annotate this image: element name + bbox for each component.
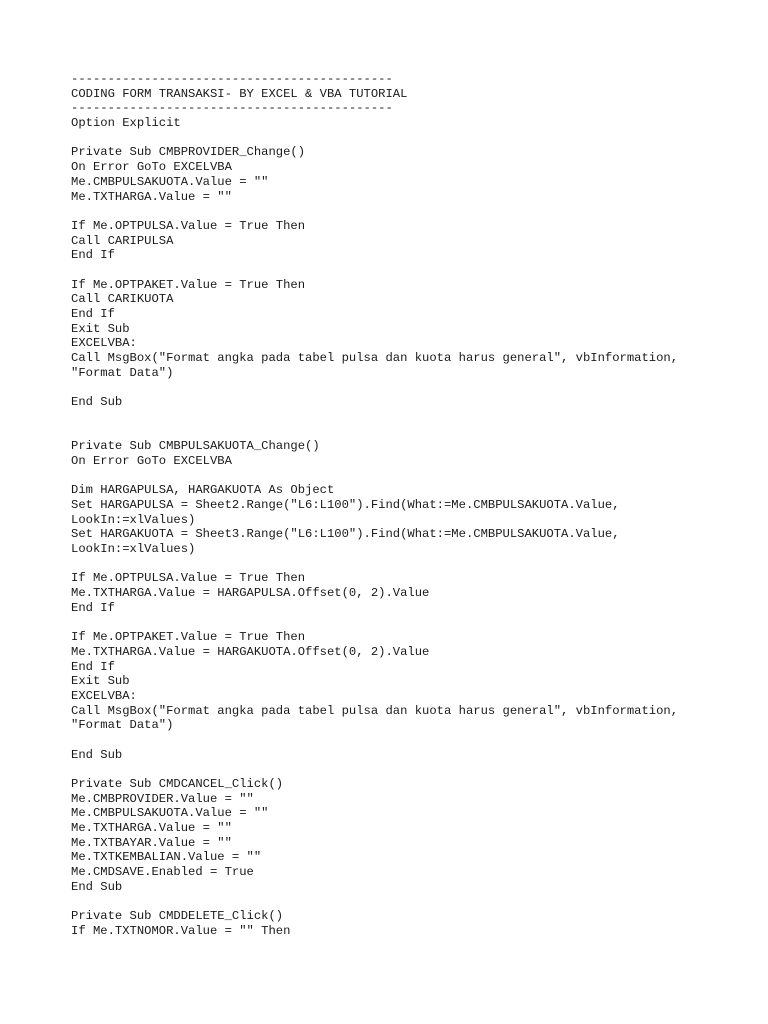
code-line: Private Sub CMBPULSAKUOTA_Change() [71,439,320,454]
code-line: Private Sub CMDDELETE_Click() [71,909,284,924]
code-line: Call CARIPULSA [71,233,174,248]
code-line [71,733,751,748]
code-line [71,410,751,425]
code-line: End Sub [71,395,123,410]
code-line [71,895,751,910]
code-line [71,615,751,630]
code-line: Set HARGAPULSA = Sheet2.Range("L6:L100").Find(What:=Me.CMBPULSAKUOTA.Value, [71,497,620,512]
code-line: Me.CMBPULSAKUOTA.Value = "" [71,806,269,821]
code-line: CODING FORM TRANSAKSI- BY EXCEL & VBA TUTORIAL [71,86,408,101]
code-line: -------------------------------------------- [71,72,393,86]
code-line: LookIn:=xlValues) [71,542,196,556]
code-line: EXCELVBA: [71,336,137,351]
code-line: Set HARGAKUOTA = Sheet3.Range("L6:L100").Find(What:=Me.CMBPULSAKUOTA.Value, [71,527,620,542]
code-line: Exit Sub [71,321,130,336]
code-line: -------------------------------------------- [71,101,393,116]
code-line: End Sub [71,879,123,894]
code-line: Call MsgBox("Format angka pada tabel pulsa dan kuota harus general", vbInformation, [71,351,679,366]
code-line: Private Sub CMBPROVIDER_Change() [71,145,306,160]
code-line: LookIn:=xlValues) [71,512,196,527]
code-line: Call MsgBox("Format angka pada tabel pulsa dan kuota harus general", vbInformation, [71,703,679,718]
code-line: EXCELVBA: [71,688,137,703]
code-line: Me.TXTHARGA.Value = "" [71,189,232,204]
code-line: If Me.TXTNOMOR.Value = "" Then [71,923,291,938]
code-line: If Me.OPTPULSA.Value = True Then [71,218,306,233]
code-line: Dim HARGAPULSA, HARGAKUOTA As Object [71,483,335,498]
code-line: Me.TXTBAYAR.Value = "" [71,835,232,850]
code-line [71,425,751,440]
code-line: Me.CMDSAVE.Enabled = True [71,865,254,880]
code-line [71,762,751,777]
code-line: End If [71,307,115,321]
code-line [71,557,751,572]
code-line: On Error GoTo EXCELVBA [71,160,232,175]
code-line: Me.TXTHARGA.Value = "" [71,821,232,836]
code-line [71,131,751,146]
code-line: Me.TXTHARGA.Value = HARGAPULSA.Offset(0, 2).Value [71,586,430,601]
code-line [71,469,751,484]
code-line: If Me.OPTPAKET.Value = True Then [71,630,306,645]
code-line: "Format Data") [71,365,174,380]
code-line: Me.CMBPROVIDER.Value = "" [71,791,254,806]
code-line: Me.TXTHARGA.Value = HARGAKUOTA.Offset(0, 2).Value [71,644,430,659]
code-line [71,263,751,278]
code-line: End If [71,659,115,674]
code-line: Me.TXTKEMBALIAN.Value = "" [71,850,262,865]
code-line: On Error GoTo EXCELVBA [71,453,232,468]
code-line: If Me.OPTPAKET.Value = True Then [71,277,306,292]
code-line: End If [71,600,115,615]
code-line [71,204,751,219]
vba-code-block [71,72,751,939]
code-line: Exit Sub [71,674,130,689]
code-line: Me.CMBPULSAKUOTA.Value = "" [71,174,269,189]
code-line: Option Explicit [71,116,181,131]
code-line [71,380,751,395]
code-line: Private Sub CMDCANCEL_Click() [71,777,284,791]
code-line: End Sub [71,747,123,762]
code-line: Call CARIKUOTA [71,292,174,307]
code-line: If Me.OPTPULSA.Value = True Then [71,571,306,586]
code-line: "Format Data") [71,718,174,733]
code-line: End If [71,248,115,263]
